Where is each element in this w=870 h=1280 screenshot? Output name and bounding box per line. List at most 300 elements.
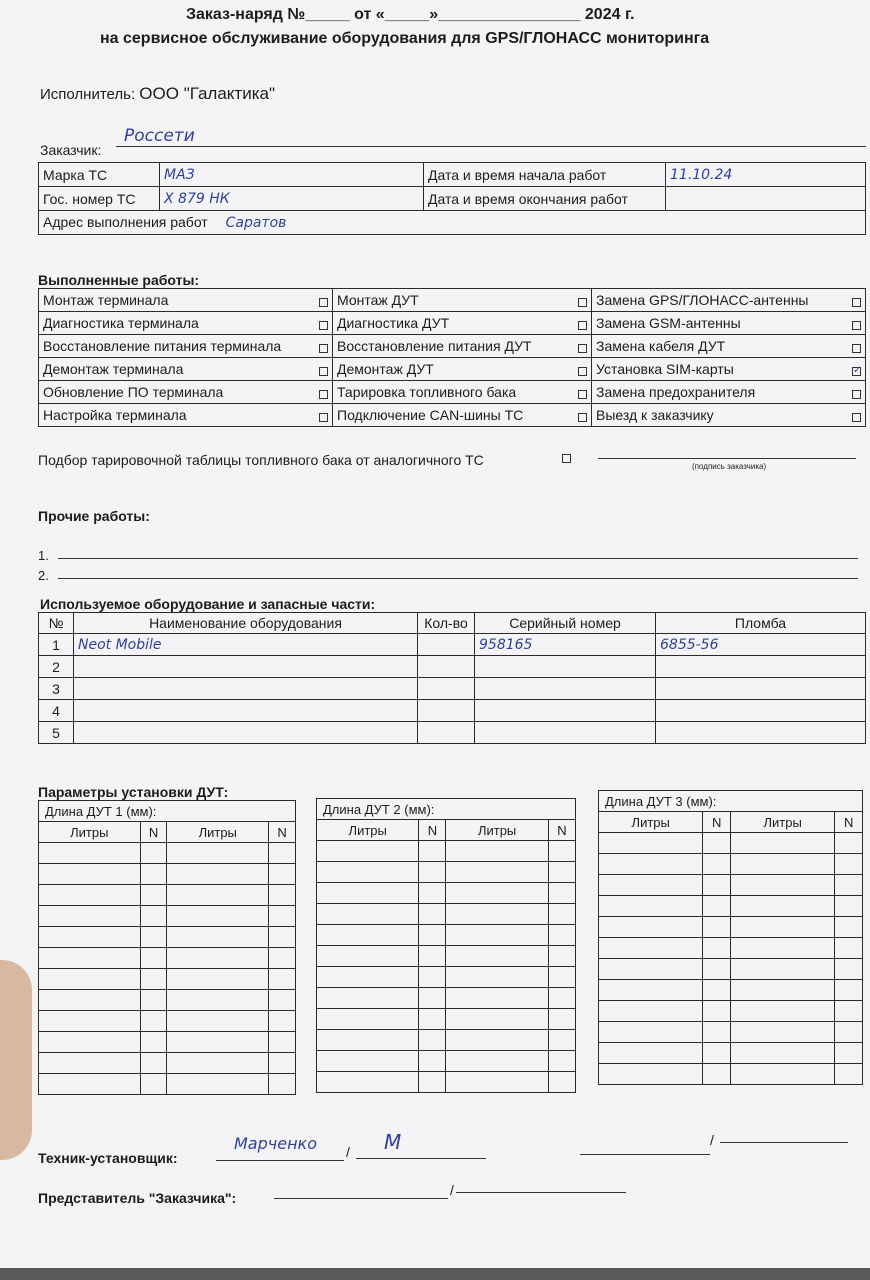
works-table xyxy=(38,288,866,427)
works-row xyxy=(39,404,866,427)
dut-cell[interactable] xyxy=(446,967,548,988)
dut-cell[interactable] xyxy=(39,1032,141,1053)
dut-cell[interactable] xyxy=(730,1022,834,1043)
dut-cell[interactable] xyxy=(317,1009,419,1030)
dut-row xyxy=(39,969,296,990)
dut-cell[interactable] xyxy=(730,833,834,854)
dut-cell[interactable] xyxy=(317,1072,419,1093)
dut-cell[interactable] xyxy=(730,1064,834,1085)
dut-row xyxy=(317,862,576,883)
work-item xyxy=(333,381,592,404)
dut-cell[interactable] xyxy=(140,885,167,906)
dut-row xyxy=(599,1043,863,1064)
dut-cell[interactable] xyxy=(446,883,548,904)
dut-cell[interactable] xyxy=(599,1064,703,1085)
work-item xyxy=(39,312,333,335)
dut-cell[interactable] xyxy=(269,1011,296,1032)
dut-col-header: N xyxy=(140,822,167,843)
equipment-row xyxy=(39,700,866,722)
customer-label: Заказчик: xyxy=(40,142,102,158)
work-item-label: Замена GSM-антенны xyxy=(596,315,741,331)
work-item xyxy=(39,358,333,381)
dut-cell[interactable] xyxy=(835,896,863,917)
dut-row xyxy=(599,854,863,875)
dut-cell[interactable] xyxy=(419,862,446,883)
dut-cell[interactable] xyxy=(599,833,703,854)
dut-cell[interactable] xyxy=(599,896,703,917)
dut-row xyxy=(599,1001,863,1022)
dut-cell[interactable] xyxy=(317,1051,419,1072)
dut-cell[interactable] xyxy=(167,885,269,906)
dut-cell[interactable] xyxy=(140,990,167,1011)
dut-cell[interactable] xyxy=(140,1074,167,1095)
dut-col-header: Литры xyxy=(730,812,834,833)
dut-row xyxy=(317,1072,576,1093)
equipment-num-cell: 1 xyxy=(39,634,74,656)
signature-caption: (подпись заказчика) xyxy=(692,462,767,471)
dut-cell[interactable] xyxy=(140,927,167,948)
dut-cell[interactable] xyxy=(140,1032,167,1053)
dut-grid xyxy=(598,790,863,1085)
dut-cell[interactable] xyxy=(446,1072,548,1093)
dut-cell[interactable] xyxy=(317,841,419,862)
dut-cell[interactable] xyxy=(835,917,863,938)
work-checkbox[interactable] xyxy=(319,367,328,376)
dut-cell[interactable] xyxy=(167,1053,269,1074)
dut-cell[interactable] xyxy=(446,1009,548,1030)
dut-params-title: Параметры установки ДУТ: xyxy=(38,784,229,800)
work-checkbox[interactable] xyxy=(578,344,587,353)
dut-row xyxy=(599,938,863,959)
other-work-2-line xyxy=(58,578,858,579)
dut-col-header: N xyxy=(269,822,296,843)
dut-col-header: Литры xyxy=(317,820,419,841)
calibration-checkbox[interactable] xyxy=(562,454,571,463)
equipment-seal-cell xyxy=(656,700,866,722)
dut-cell[interactable] xyxy=(167,948,269,969)
equipment-qty-cell xyxy=(418,634,475,656)
dut-cell[interactable] xyxy=(419,904,446,925)
equipment-serial-cell xyxy=(475,722,656,744)
work-item-label: Восстановление питания ДУТ xyxy=(337,338,532,354)
dut-row xyxy=(39,948,296,969)
works-row xyxy=(39,312,866,335)
dut-cell[interactable] xyxy=(167,864,269,885)
dut-cell[interactable] xyxy=(269,864,296,885)
dut-cell[interactable] xyxy=(446,841,548,862)
dut-cell[interactable] xyxy=(835,1043,863,1064)
work-item xyxy=(333,289,592,312)
dut-row xyxy=(599,917,863,938)
dut-cell[interactable] xyxy=(446,1030,548,1051)
dut-cell[interactable] xyxy=(269,1053,296,1074)
equipment-name-cell xyxy=(74,678,418,700)
dut-cell[interactable] xyxy=(730,1043,834,1064)
dut-row xyxy=(39,906,296,927)
end-value xyxy=(666,187,866,211)
dut-cell[interactable] xyxy=(835,1001,863,1022)
dut-cell[interactable] xyxy=(446,946,548,967)
dut-col-header: Литры xyxy=(167,822,269,843)
equipment-seal-cell xyxy=(656,678,866,700)
vehicle-table xyxy=(38,162,866,235)
dut-cell[interactable] xyxy=(703,1022,731,1043)
dut-col-header: N xyxy=(835,812,863,833)
dut-row xyxy=(39,1011,296,1032)
col-name: Наименование оборудования xyxy=(74,613,418,634)
dut-cell[interactable] xyxy=(548,1051,575,1072)
work-item-label: Установка SIM-карты xyxy=(596,361,734,377)
dut-cell[interactable] xyxy=(167,1032,269,1053)
equipment-row xyxy=(39,634,866,656)
work-item-label: Диагностика терминала xyxy=(43,315,199,331)
dut-cell[interactable] xyxy=(446,1051,548,1072)
work-checkbox[interactable] xyxy=(319,390,328,399)
dut-cell[interactable] xyxy=(39,885,141,906)
dut-row xyxy=(317,1030,576,1051)
dut-cell[interactable] xyxy=(703,938,731,959)
dut-cell[interactable] xyxy=(730,938,834,959)
dut-row xyxy=(317,967,576,988)
dut-cell[interactable] xyxy=(730,854,834,875)
equipment-row xyxy=(39,656,866,678)
dut-cell[interactable] xyxy=(703,896,731,917)
dut-cell[interactable] xyxy=(167,1011,269,1032)
dut-cell[interactable] xyxy=(730,896,834,917)
dut-cell[interactable] xyxy=(599,959,703,980)
dut-cell[interactable] xyxy=(140,948,167,969)
dut-cell[interactable] xyxy=(730,917,834,938)
dut-cell[interactable] xyxy=(703,980,731,1001)
dut-cell[interactable] xyxy=(317,988,419,1009)
dut-cell[interactable] xyxy=(446,904,548,925)
work-item-label: Демонтаж ДУТ xyxy=(337,361,434,377)
dut-cell[interactable] xyxy=(419,988,446,1009)
dut-cell[interactable] xyxy=(730,959,834,980)
plate-value: Х 879 НК xyxy=(160,187,424,211)
dut-cell[interactable] xyxy=(599,917,703,938)
dut-cell[interactable] xyxy=(39,1074,141,1095)
equipment-name-cell xyxy=(74,700,418,722)
dut-cell[interactable] xyxy=(548,988,575,1009)
work-item-label: Замена GPS/ГЛОНАСС-антенны xyxy=(596,292,809,308)
work-item-label: Выезд к заказчику xyxy=(596,407,714,423)
dut-cell[interactable] xyxy=(269,1032,296,1053)
work-checkbox[interactable] xyxy=(852,321,861,330)
dut-cell[interactable] xyxy=(703,1001,731,1022)
dut-grid xyxy=(316,798,576,1093)
dut-cell[interactable] xyxy=(269,843,296,864)
dut-cell[interactable] xyxy=(703,833,731,854)
dut-cell[interactable] xyxy=(599,1043,703,1064)
work-item xyxy=(333,404,592,427)
equipment-qty-cell xyxy=(418,656,475,678)
other-works-title: Прочие работы: xyxy=(38,508,150,524)
work-item-label: Подключение CAN-шины ТС xyxy=(337,407,524,423)
dut-cell[interactable] xyxy=(419,967,446,988)
work-checkbox[interactable] xyxy=(578,321,587,330)
equipment-name-cell: Neot Mobile xyxy=(74,634,418,656)
dut-cell[interactable] xyxy=(548,925,575,946)
dut-cell[interactable] xyxy=(599,875,703,896)
dut-cell[interactable] xyxy=(703,875,731,896)
work-item-label: Диагностика ДУТ xyxy=(337,315,450,331)
dut-cell[interactable] xyxy=(167,969,269,990)
work-checkbox[interactable]: ✓ xyxy=(853,365,862,376)
equipment-serial-cell xyxy=(475,700,656,722)
work-checkbox[interactable] xyxy=(852,298,861,307)
dut-cell[interactable] xyxy=(269,906,296,927)
end-label: Дата и время окончания работ xyxy=(424,187,666,211)
dut-cell[interactable] xyxy=(548,1009,575,1030)
dut-row xyxy=(39,1032,296,1053)
dut-cell[interactable] xyxy=(599,1022,703,1043)
technician-initials-line xyxy=(356,1158,486,1159)
equipment-title: Используемое оборудование и запасные части: xyxy=(40,596,376,612)
dut-cell[interactable] xyxy=(140,969,167,990)
dut-cell[interactable] xyxy=(599,854,703,875)
dut-row xyxy=(599,1064,863,1085)
dut-cell[interactable] xyxy=(317,967,419,988)
dut-cell[interactable] xyxy=(835,854,863,875)
dut-cell[interactable] xyxy=(548,1072,575,1093)
dut-cell[interactable] xyxy=(730,980,834,1001)
dut-cell[interactable] xyxy=(419,925,446,946)
work-item xyxy=(39,404,333,427)
plate-label: Гос. номер ТС xyxy=(39,187,160,211)
dut-cell[interactable] xyxy=(419,1030,446,1051)
col-seal: Пломба xyxy=(656,613,866,634)
dut-cell[interactable] xyxy=(835,875,863,896)
dut-cell[interactable] xyxy=(269,990,296,1011)
dut-row xyxy=(317,925,576,946)
dut-cell[interactable] xyxy=(269,885,296,906)
dut-col-header: Литры xyxy=(39,822,141,843)
work-item-label: Обновление ПО терминала xyxy=(43,384,224,400)
dut-cell[interactable] xyxy=(446,988,548,1009)
dut-cell[interactable] xyxy=(167,1074,269,1095)
dut-cell[interactable] xyxy=(703,1064,731,1085)
work-checkbox[interactable] xyxy=(319,344,328,353)
dut-row xyxy=(317,904,576,925)
dut-cell[interactable] xyxy=(419,946,446,967)
dut-cell[interactable] xyxy=(167,843,269,864)
dut-cell[interactable] xyxy=(548,862,575,883)
dut-cell[interactable] xyxy=(703,959,731,980)
dut-cell[interactable] xyxy=(835,1022,863,1043)
dut-cell[interactable] xyxy=(317,925,419,946)
dut-cell[interactable] xyxy=(599,938,703,959)
work-item xyxy=(39,335,333,358)
dut-col-header: Литры xyxy=(446,820,548,841)
dut-cell[interactable] xyxy=(419,1009,446,1030)
work-checkbox[interactable] xyxy=(578,413,587,422)
dut-cell[interactable] xyxy=(140,843,167,864)
works-row xyxy=(39,381,866,404)
other-work-2-number: 2. xyxy=(38,568,49,583)
start-value: 11.10.24 xyxy=(666,163,866,187)
work-item xyxy=(39,381,333,404)
dut-cell[interactable] xyxy=(140,864,167,885)
dut-row xyxy=(39,843,296,864)
dut-cell[interactable] xyxy=(39,1011,141,1032)
dut-cell[interactable] xyxy=(140,1053,167,1074)
dut-cell[interactable] xyxy=(167,990,269,1011)
work-item xyxy=(592,289,866,312)
brand-label: Марка ТС xyxy=(39,163,160,187)
dut-cell[interactable] xyxy=(39,927,141,948)
dut-cell[interactable] xyxy=(39,1053,141,1074)
dut-cell[interactable] xyxy=(835,938,863,959)
equipment-num-cell: 2 xyxy=(39,656,74,678)
finger-photo-edge xyxy=(0,960,32,1160)
dut-row xyxy=(599,1022,863,1043)
dut-row xyxy=(317,988,576,1009)
dut-cell[interactable] xyxy=(730,1001,834,1022)
dut-col-header: N xyxy=(548,820,575,841)
executor-label: Исполнитель: xyxy=(40,86,136,103)
dut-row xyxy=(39,927,296,948)
dut-cell[interactable] xyxy=(317,904,419,925)
equipment-serial-cell: 958165 xyxy=(475,634,656,656)
dut-cell[interactable] xyxy=(599,1001,703,1022)
dut-cell[interactable] xyxy=(419,1051,446,1072)
document-subtitle: на сервисное обслуживание оборудования для GPS/ГЛОНАСС мониторинга xyxy=(100,30,710,47)
dut-cell[interactable] xyxy=(548,946,575,967)
dut-cell[interactable] xyxy=(835,833,863,854)
work-item-label: Настройка терминала xyxy=(43,407,187,423)
dut-col-header: Литры xyxy=(599,812,703,833)
dut-col-header: N xyxy=(419,820,446,841)
dut-cell[interactable] xyxy=(548,841,575,862)
equipment-row xyxy=(39,722,866,744)
dut-cell[interactable] xyxy=(419,1072,446,1093)
work-item xyxy=(592,381,866,404)
work-checkbox[interactable] xyxy=(578,298,587,307)
dut-cell[interactable] xyxy=(39,948,141,969)
document-title: Заказ-наряд №_____ от «_____»________________ 2024 г. xyxy=(186,6,635,23)
technician-slash: / xyxy=(346,1144,350,1160)
dut-cell[interactable] xyxy=(39,969,141,990)
dut-cell[interactable] xyxy=(317,1030,419,1051)
work-checkbox[interactable] xyxy=(852,344,861,353)
dut-cell[interactable] xyxy=(446,925,548,946)
dut-cell[interactable] xyxy=(167,927,269,948)
dut-cell[interactable] xyxy=(419,883,446,904)
dut-cell[interactable] xyxy=(317,946,419,967)
technician-signature: Марченко xyxy=(234,1134,317,1153)
equipment-num-cell: 4 xyxy=(39,700,74,722)
dut-cell[interactable] xyxy=(835,959,863,980)
executor-value: ООО "Галактика" xyxy=(139,84,276,103)
dut-cell[interactable] xyxy=(140,1011,167,1032)
dut-row xyxy=(317,1009,576,1030)
dut-cell[interactable] xyxy=(39,906,141,927)
extra-slash: / xyxy=(710,1132,714,1148)
col-serial: Серийный номер xyxy=(475,613,656,634)
address-cell xyxy=(39,211,866,235)
work-item xyxy=(592,335,866,358)
works-row xyxy=(39,358,866,381)
representative-name-line xyxy=(456,1192,626,1193)
dut-cell[interactable] xyxy=(835,980,863,1001)
dut-row xyxy=(39,885,296,906)
works-title: Выполненные работы: xyxy=(38,272,200,288)
equipment-seal-cell xyxy=(656,722,866,744)
dut-cell[interactable] xyxy=(446,862,548,883)
work-item-label: Тарировка топливного бака xyxy=(337,384,517,400)
work-checkbox[interactable] xyxy=(578,367,587,376)
work-checkbox[interactable] xyxy=(578,390,587,399)
dut-cell[interactable] xyxy=(269,969,296,990)
dut-cell[interactable] xyxy=(730,875,834,896)
dut-row xyxy=(317,1051,576,1072)
dut-row xyxy=(39,864,296,885)
work-checkbox[interactable] xyxy=(319,298,328,307)
equipment-num-cell: 5 xyxy=(39,722,74,744)
dut-table-title: Длина ДУТ 2 (мм): xyxy=(317,799,576,820)
dut-cell[interactable] xyxy=(317,862,419,883)
dut-row xyxy=(599,959,863,980)
dut-cell[interactable] xyxy=(599,980,703,1001)
dut-cell[interactable] xyxy=(548,883,575,904)
calibration-label: Подбор тарировочной таблицы топливного бака от аналогичного ТС xyxy=(38,452,484,468)
executor-row xyxy=(40,84,275,104)
work-checkbox[interactable] xyxy=(852,390,861,399)
dut-cell[interactable] xyxy=(317,883,419,904)
equipment-seal-cell: 6855-56 xyxy=(656,634,866,656)
dut-row xyxy=(39,1074,296,1095)
equipment-name-cell xyxy=(74,722,418,744)
work-checkbox[interactable] xyxy=(319,321,328,330)
technician-label: Техник-установщик: xyxy=(38,1150,178,1166)
address-label: Адрес выполнения работ xyxy=(43,214,208,230)
work-item-label: Монтаж ДУТ xyxy=(337,292,419,308)
dut-cell[interactable] xyxy=(269,927,296,948)
dut-cell[interactable] xyxy=(39,990,141,1011)
works-row xyxy=(39,335,866,358)
dut-cell[interactable] xyxy=(140,906,167,927)
extra-signature-line-1 xyxy=(580,1154,710,1155)
dut-row xyxy=(39,1053,296,1074)
dut-cell[interactable] xyxy=(269,948,296,969)
dut-cell[interactable] xyxy=(548,1030,575,1051)
equipment-serial-cell xyxy=(475,656,656,678)
address-value: Саратов xyxy=(225,215,287,231)
dut-cell[interactable] xyxy=(703,1043,731,1064)
work-checkbox[interactable] xyxy=(319,413,328,422)
dut-cell[interactable] xyxy=(39,843,141,864)
dut-cell[interactable] xyxy=(703,854,731,875)
col-num: № xyxy=(39,613,74,634)
dut-grid xyxy=(38,800,296,1095)
dut-cell[interactable] xyxy=(548,967,575,988)
works-row xyxy=(39,289,866,312)
dut-cell[interactable] xyxy=(835,1064,863,1085)
work-item xyxy=(39,289,333,312)
dut-row xyxy=(599,875,863,896)
dut-cell[interactable] xyxy=(419,841,446,862)
dut-cell[interactable] xyxy=(269,1074,296,1095)
work-item-label: Восстановление питания терминала xyxy=(43,338,282,354)
dut-cell[interactable] xyxy=(703,917,731,938)
dut-table-title: Длина ДУТ 1 (мм): xyxy=(39,801,296,822)
dut-cell[interactable] xyxy=(548,904,575,925)
work-checkbox[interactable] xyxy=(852,413,861,422)
other-work-1-line xyxy=(58,558,858,559)
dut-cell[interactable] xyxy=(39,864,141,885)
dut-cell[interactable] xyxy=(167,906,269,927)
